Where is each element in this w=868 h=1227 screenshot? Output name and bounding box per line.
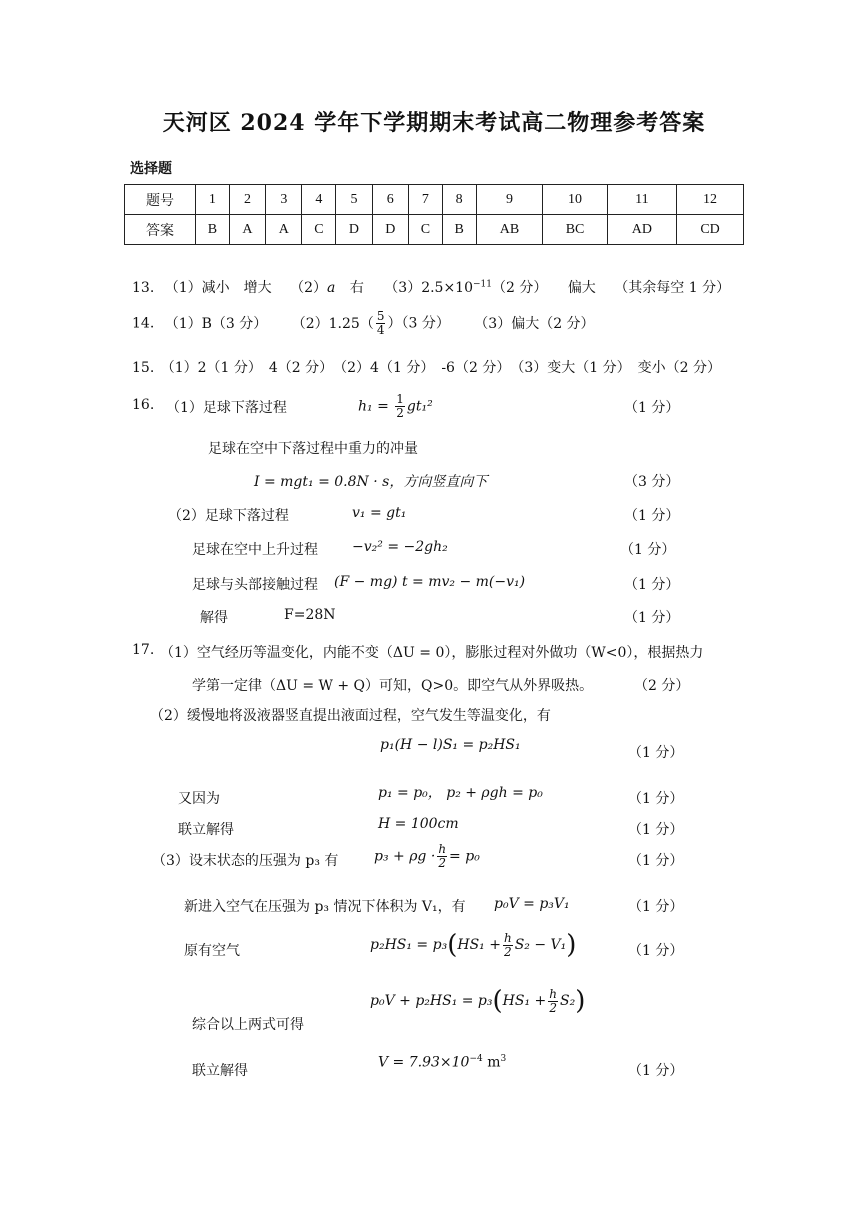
q16-l5-eq: −v₂² = −2gh₂ bbox=[352, 539, 448, 555]
table-cell-answer: C bbox=[408, 215, 442, 245]
q17-l6-label: 联立解得 bbox=[178, 822, 234, 838]
table-cell-answer: BC bbox=[543, 215, 607, 245]
q16-l3-eq: I = mgt₁ = 0.8N · s，方向竖直向下 bbox=[254, 474, 488, 490]
q17-l7-score: （1 分） bbox=[628, 853, 684, 869]
q17-l7-eq bbox=[374, 843, 480, 870]
q16-l3-score: （3 分） bbox=[624, 474, 680, 490]
table-cell-number: 10 bbox=[543, 185, 607, 215]
q16-l5-score: （1 分） bbox=[620, 542, 676, 558]
q16-l7-label: 解得 bbox=[200, 610, 228, 626]
table-row bbox=[125, 185, 744, 215]
paren-open: ( bbox=[447, 930, 458, 960]
q13-part3: （3）2.5×10 bbox=[384, 280, 473, 296]
q16-l6-label: 足球与头部接触过程 bbox=[192, 577, 318, 593]
q13-bias: 偏大 bbox=[567, 280, 596, 296]
table-cell-number: 6 bbox=[372, 185, 408, 215]
table-cell-answer: C bbox=[302, 215, 336, 245]
eq-rhs: gt₁² bbox=[406, 398, 433, 415]
paren-open: ( bbox=[492, 986, 503, 1016]
fraction-numerator: h bbox=[503, 930, 512, 945]
q17-l8-eq: p₀V = p₃V₁ bbox=[494, 896, 570, 912]
q14-part3: （3）偏大（2 分） bbox=[474, 315, 595, 332]
q16-l6-score: （1 分） bbox=[624, 577, 680, 593]
q17-l1: （1）空气经历等温变化，内能不变（ΔU = 0），膨胀过程对外做功（W<0），根据热力 bbox=[160, 645, 704, 661]
q17-l9-eq bbox=[370, 930, 576, 960]
q17-l5-label: 又因为 bbox=[178, 791, 220, 807]
q17-num: 17. bbox=[132, 642, 155, 658]
q17-l5-eq: p₁ = p₀， p₂ + ρgh = p₀ bbox=[378, 785, 543, 801]
q16-num: 16. bbox=[132, 397, 155, 413]
page-title: 天河区 2024 学年下学期期末考试高二物理参考答案 bbox=[162, 110, 706, 136]
eq-lhs: p₃ + ρg · bbox=[374, 848, 436, 865]
q17-l4-score: （1 分） bbox=[628, 745, 684, 761]
q17-l2-score: （2 分） bbox=[634, 678, 690, 694]
q13-part1: （1）减小 增大 bbox=[164, 280, 272, 296]
eq-fraction bbox=[503, 932, 513, 959]
q16-l4-label: （2）足球下落过程 bbox=[168, 508, 289, 524]
question-number: 13. bbox=[132, 280, 155, 296]
eq-rhs: = p₀ bbox=[449, 848, 480, 865]
q17-l8-score: （1 分） bbox=[628, 899, 684, 915]
fraction-numerator: 1 bbox=[396, 392, 404, 406]
q17-l3: （2）缓慢地将汲液器竖直提出液面过程，空气发生等温变化，有 bbox=[150, 708, 551, 724]
table-cell-number: 3 bbox=[266, 185, 302, 215]
fraction-denominator: 4 bbox=[376, 323, 385, 337]
eq-fraction bbox=[437, 843, 447, 870]
q17-l10-eq bbox=[370, 986, 585, 1016]
fraction-denominator: 2 bbox=[549, 1000, 557, 1015]
q17-l9-label: 原有空气 bbox=[184, 943, 240, 959]
table-cell-answer: AD bbox=[607, 215, 676, 245]
q17-l11-label: 联立解得 bbox=[192, 1063, 248, 1079]
fraction-numerator: h bbox=[438, 842, 447, 856]
table-cell-number: 1 bbox=[196, 185, 230, 215]
fraction-numerator: 5 bbox=[376, 309, 385, 323]
fraction-denominator: 2 bbox=[396, 406, 404, 420]
q17-l4-eq: p₁(H − l)S₁ = p₂HS₁ bbox=[380, 737, 521, 753]
eq-lhs: p₂HS₁ = p₃ bbox=[370, 937, 448, 953]
eq-lhs: p₀V + p₂HS₁ = p₃ bbox=[370, 993, 493, 1009]
eq-inner1: HS₁ + bbox=[457, 937, 501, 953]
q14-part2-end: ）（3 分） bbox=[387, 315, 450, 332]
q17-l7-label: （3）设末状态的压强为 p₃ 有 bbox=[152, 853, 339, 869]
section-label: 选择题 bbox=[130, 161, 172, 177]
q13-a: a bbox=[327, 280, 336, 296]
eq-fraction bbox=[548, 988, 558, 1015]
table-cell-answer: CD bbox=[677, 215, 744, 245]
q15-line bbox=[132, 357, 721, 377]
q13-right: 右 bbox=[349, 280, 364, 296]
eq-unit-exponent: 3 bbox=[500, 1054, 507, 1064]
q13-score: （2 分） bbox=[492, 280, 548, 296]
q17-l8-label: 新进入空气在压强为 p₃ 情况下体积为 V₁，有 bbox=[184, 899, 466, 915]
table-cell-number: 2 bbox=[229, 185, 265, 215]
q14-part1: （1）B（3 分） bbox=[164, 315, 268, 332]
paren-close: ) bbox=[566, 930, 577, 960]
table-cell-answer: D bbox=[372, 215, 408, 245]
q16-l7-eq: F=28N bbox=[284, 607, 336, 623]
table-cell-number: 7 bbox=[408, 185, 442, 215]
table-cell-number: 4 bbox=[302, 185, 336, 215]
table-cell-answer: A bbox=[266, 215, 302, 245]
q14-part2: （2）1.25（ bbox=[291, 315, 374, 332]
fraction-denominator: 2 bbox=[504, 944, 512, 959]
q16-l7-score: （1 分） bbox=[624, 610, 680, 626]
eq-fraction bbox=[395, 393, 405, 420]
eq-exponent: −4 bbox=[469, 1054, 483, 1064]
eq-lhs: h₁ = bbox=[358, 398, 394, 415]
answer-table bbox=[124, 184, 744, 245]
q16-l1-score: （1 分） bbox=[624, 400, 680, 416]
q16-l1-eq bbox=[358, 393, 433, 420]
fraction-numerator: h bbox=[549, 986, 557, 1001]
table-header-cell: 答案 bbox=[125, 215, 196, 245]
q17-l5-score: （1 分） bbox=[628, 791, 684, 807]
q16-l4-score: （1 分） bbox=[624, 508, 680, 524]
table-cell-answer: A bbox=[229, 215, 265, 245]
table-row bbox=[125, 215, 744, 245]
table-cell-answer: B bbox=[442, 215, 476, 245]
q13-exp: −11 bbox=[473, 279, 492, 290]
table-cell-number: 5 bbox=[336, 185, 372, 215]
table-cell-number: 9 bbox=[476, 185, 543, 215]
eq-unit: m bbox=[482, 1054, 501, 1071]
eq-inner2: S₂ − V₁ bbox=[514, 937, 567, 953]
table-cell-number: 11 bbox=[607, 185, 676, 215]
q17-l10-label: 综合以上两式可得 bbox=[192, 1017, 304, 1033]
q17-l11-eq bbox=[378, 1054, 506, 1071]
table-cell-answer: B bbox=[196, 215, 230, 245]
question-number: 15. bbox=[132, 360, 155, 376]
q15-text: （1）2（1 分） 4（2 分） （2）4（1 分） -6（2 分） （3）变大（1 分） 变小（2 分） bbox=[160, 360, 721, 376]
q17-l2: 学第一定律（ΔU = W + Q）可知，Q>0。即空气从外界吸热。 bbox=[192, 678, 594, 694]
table-cell-number: 12 bbox=[677, 185, 744, 215]
q16-l5-label: 足球在空中上升过程 bbox=[192, 542, 318, 558]
q17-l6-score: （1 分） bbox=[628, 822, 684, 838]
question-number: 14. bbox=[132, 315, 155, 332]
q17-l6-eq: H = 100cm bbox=[378, 816, 459, 832]
q13-part2: （2） bbox=[290, 280, 328, 296]
eq-inner1: HS₁ + bbox=[502, 993, 547, 1009]
q16-l6-eq: (F − mg) t = mv₂ − m(−v₁) bbox=[334, 574, 526, 590]
q17-l9-score: （1 分） bbox=[628, 943, 684, 959]
q14-fraction bbox=[376, 310, 386, 337]
table-cell-answer: AB bbox=[476, 215, 543, 245]
q16-l1-label: （1）足球下落过程 bbox=[166, 400, 287, 416]
table-cell-number: 8 bbox=[442, 185, 476, 215]
q17-l11-score: （1 分） bbox=[628, 1063, 684, 1079]
q14-line bbox=[132, 310, 595, 337]
table-cell-answer: D bbox=[336, 215, 372, 245]
q13-note: （其余每空 1 分） bbox=[614, 280, 731, 296]
eq-inner2: S₂ bbox=[560, 993, 576, 1009]
eq-main: V = 7.93×10 bbox=[378, 1054, 470, 1071]
fraction-denominator: 2 bbox=[438, 856, 446, 870]
q16-l4-eq: v₁ = gt₁ bbox=[352, 505, 407, 521]
table-header-cell: 题号 bbox=[125, 185, 196, 215]
q13-line bbox=[132, 277, 730, 297]
paren-close: ) bbox=[575, 986, 586, 1016]
q16-l2: 足球在空中下落过程中重力的冲量 bbox=[208, 441, 418, 457]
